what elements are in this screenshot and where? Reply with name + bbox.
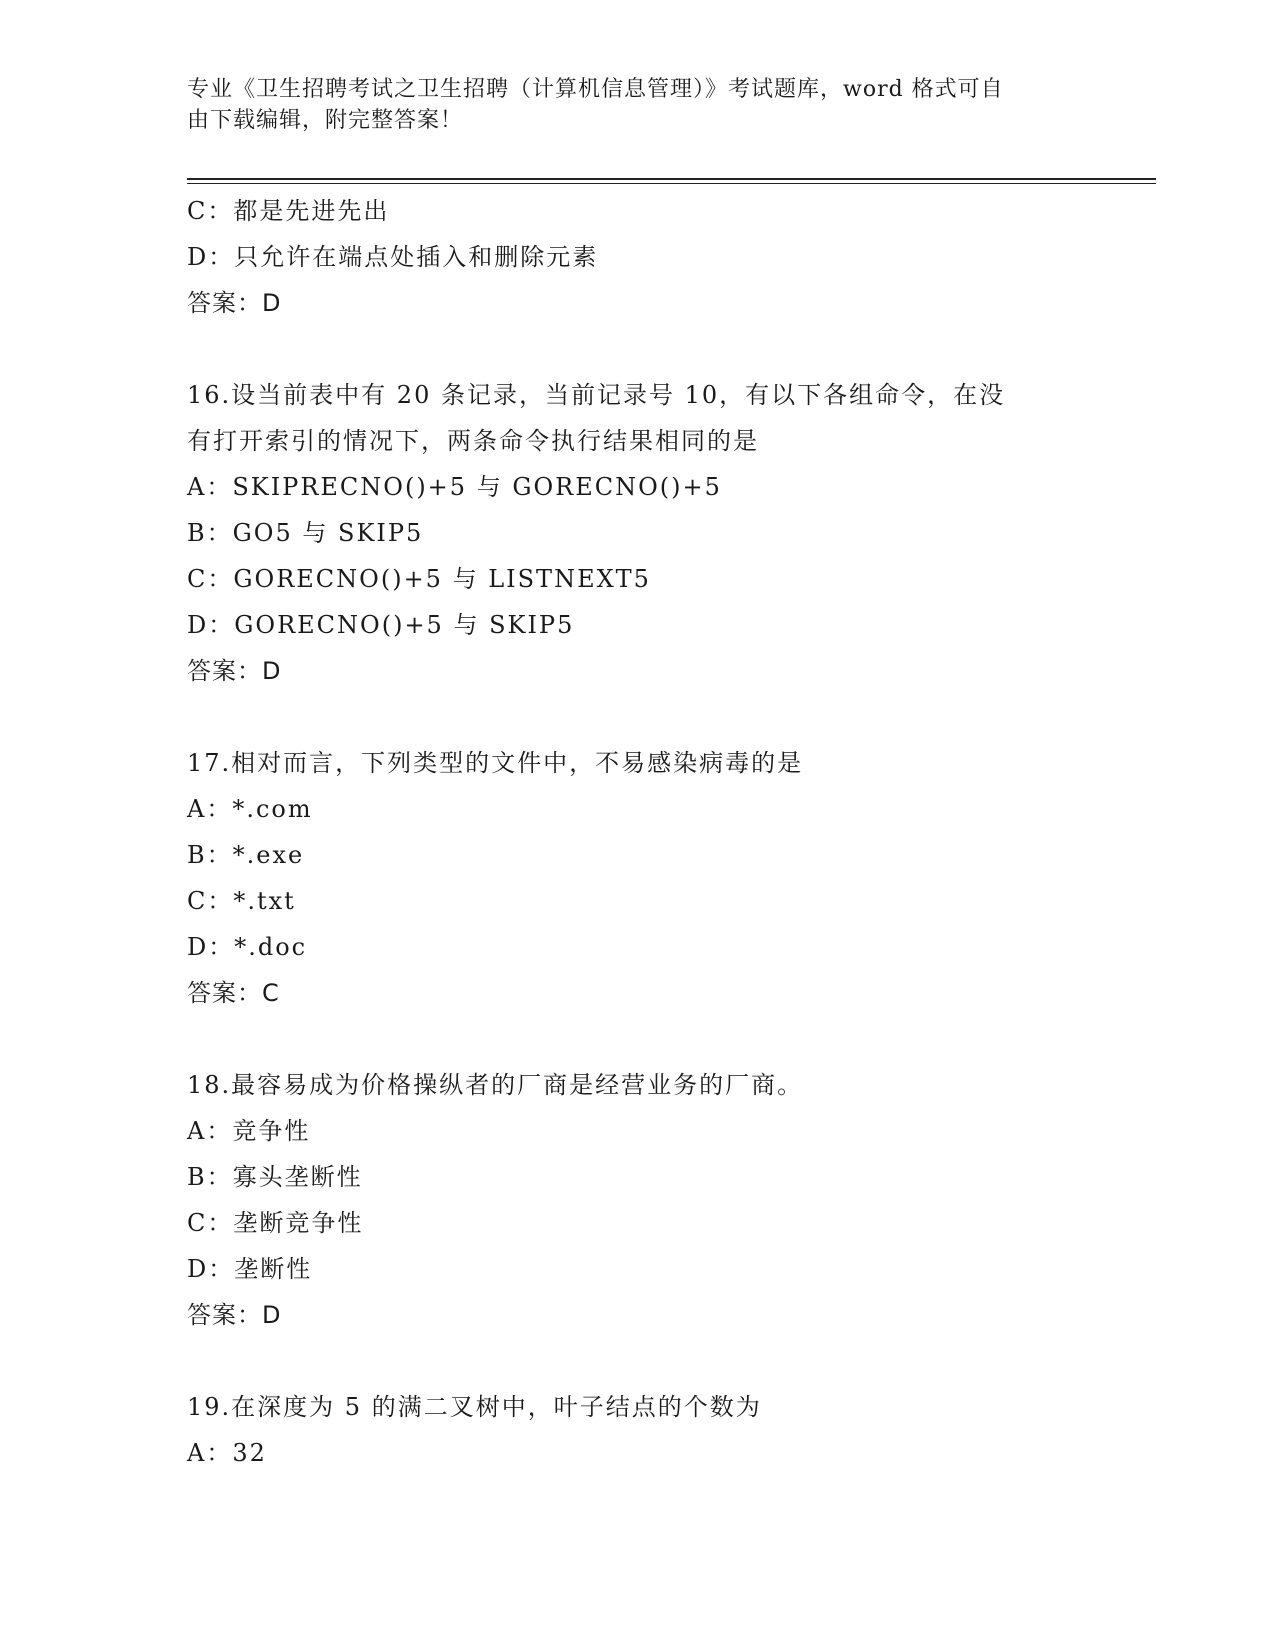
option-a: A：32 <box>187 1439 267 1467</box>
question-17 <box>187 740 1087 1016</box>
answer-line: 答案：C <box>187 979 280 1007</box>
option-b: B：寡头垄断性 <box>187 1163 363 1191</box>
page-header <box>187 74 1077 136</box>
answer-line: 答案：D <box>187 289 282 317</box>
question-text-line-1: 18.最容易成为价格操纵者的厂商是经营业务的厂商。 <box>187 1071 804 1099</box>
question-19 <box>187 1384 1087 1476</box>
option-c: C：垄断竞争性 <box>187 1209 364 1237</box>
header-line-1: 专业《卫生招聘考试之卫生招聘（计算机信息管理）》考试题库，word 格式可自 <box>187 77 1004 102</box>
question-text-line-1: 17.相对而言，下列类型的文件中，不易感染病毒的是 <box>187 749 804 777</box>
question-18 <box>187 1062 1087 1338</box>
header-line-2: 由下载编辑，附完整答案！ <box>187 108 464 133</box>
question-16 <box>187 372 1087 694</box>
option-c: C：都是先进先出 <box>187 197 390 225</box>
option-d: D：GORECNO()+5 与 SKIP5 <box>187 611 575 639</box>
option-d: D：只允许在端点处插入和删除元素 <box>187 243 599 271</box>
question-15-tail <box>187 188 1087 326</box>
option-a: A：竞争性 <box>187 1117 311 1145</box>
question-text-line-1: 19.在深度为 5 的满二叉树中，叶子结点的个数为 <box>187 1393 762 1421</box>
option-a: A：SKIPRECNO()+5 与 GORECNO()+5 <box>187 473 722 501</box>
option-c: C：*.txt <box>187 887 296 915</box>
question-text-line-1: 16.设当前表中有 20 条记录，当前记录号 10，有以下各组命令，在没 <box>187 381 1006 409</box>
answer-line: 答案：D <box>187 1301 282 1329</box>
option-a: A：*.com <box>187 795 313 823</box>
option-c: C：GORECNO()+5 与 LISTNEXT5 <box>187 565 651 593</box>
header-divider-thick <box>187 178 1156 180</box>
question-text-line-2: 有打开索引的情况下，两条命令执行结果相同的是 <box>187 427 759 455</box>
answer-line: 答案：D <box>187 657 282 685</box>
option-b: B：*.exe <box>187 841 305 869</box>
option-b: B：GO5 与 SKIP5 <box>187 519 424 547</box>
option-d: D：*.doc <box>187 933 308 961</box>
spacer <box>187 694 1087 740</box>
option-d: D：垄断性 <box>187 1255 313 1283</box>
spacer <box>187 326 1087 372</box>
spacer <box>187 1016 1087 1062</box>
header-divider-thin <box>187 183 1156 184</box>
spacer <box>187 1338 1087 1384</box>
question-list <box>187 188 1087 1476</box>
